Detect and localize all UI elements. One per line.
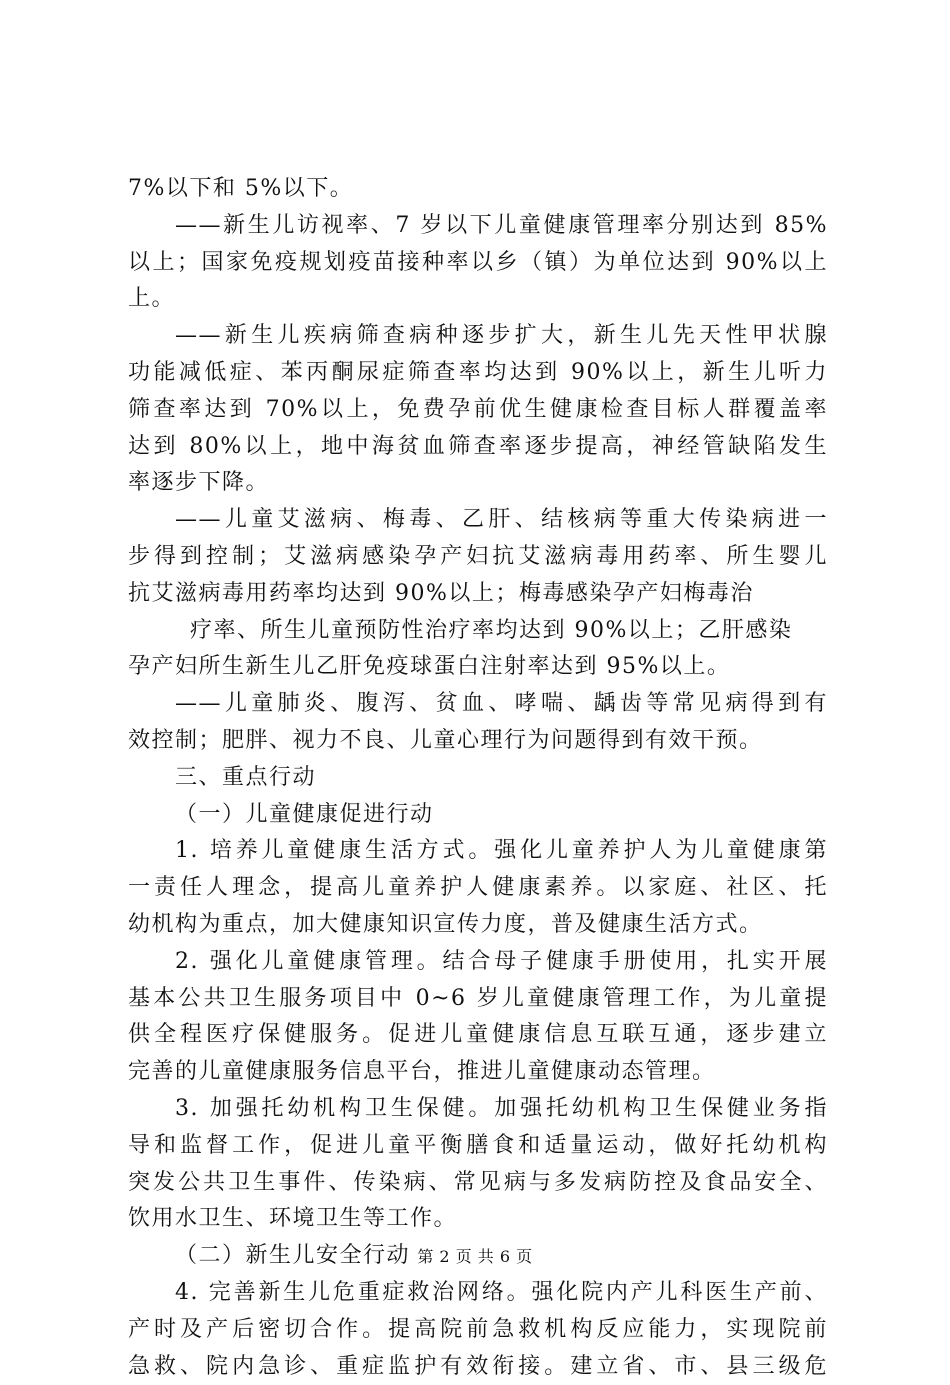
text-line: 率逐步下降。 bbox=[128, 465, 828, 502]
text-line: 饮用水卫生、环境卫生等工作。 bbox=[128, 1201, 828, 1238]
text-line: ——儿童艾滋病、梅毒、乙肝、结核病等重大传染病进一 bbox=[128, 502, 828, 539]
subsection-heading: （二）新生儿安全行动 bbox=[128, 1238, 828, 1275]
text-line: 1. 培养儿童健康生活方式。强化儿童养护人为儿童健康第 bbox=[128, 833, 828, 870]
text-line: 2. 强化儿童健康管理。结合母子健康手册使用，扎实开展 bbox=[128, 944, 828, 981]
section-heading: 三、重点行动 bbox=[128, 760, 828, 797]
page-number: 第 2 页 共 6 页 bbox=[0, 1244, 950, 1267]
text-line: 上。 bbox=[128, 281, 828, 318]
text-line: 疗率、所生儿童预防性治疗率均达到 90%以上；乙肝感染 bbox=[128, 613, 828, 650]
text-line: 导和监督工作，促进儿童平衡膳食和适量运动，做好托幼机构 bbox=[128, 1128, 828, 1165]
text-line: 功能减低症、苯丙酮尿症筛查率均达到 90%以上，新生儿听力 bbox=[128, 355, 828, 392]
text-line: 急救、院内急诊、重症监护有效衔接。建立省、市、县三级危 bbox=[128, 1349, 828, 1385]
text-line: ——新生儿疾病筛查病种逐步扩大，新生儿先天性甲状腺 bbox=[128, 318, 828, 355]
text-line: 一责任人理念，提高儿童养护人健康素养。以家庭、社区、托 bbox=[128, 870, 828, 907]
subsection-heading: （一）儿童健康促进行动 bbox=[128, 797, 828, 834]
text-line: 4. 完善新生儿危重症救治网络。强化院内产儿科医生产前、 bbox=[128, 1275, 828, 1312]
document-body bbox=[128, 171, 828, 1385]
text-line: 7%以下和 5%以下。 bbox=[128, 171, 828, 208]
text-line: 基本公共卫生服务项目中 0~6 岁儿童健康管理工作，为儿童提 bbox=[128, 981, 828, 1018]
text-line: ——新生儿访视率、7 岁以下儿童健康管理率分别达到 85% bbox=[128, 208, 828, 245]
text-line: 突发公共卫生事件、传染病、常见病与多发病防控及食品安全、 bbox=[128, 1165, 828, 1202]
text-line: 抗艾滋病毒用药率均达到 90%以上；梅毒感染孕产妇梅毒治 bbox=[128, 576, 828, 613]
text-line: 孕产妇所生新生儿乙肝免疫球蛋白注射率达到 95%以上。 bbox=[128, 649, 828, 686]
text-line: ——儿童肺炎、腹泻、贫血、哮喘、龋齿等常见病得到有 bbox=[128, 686, 828, 723]
text-line: 以上；国家免疫规划疫苗接种率以乡（镇）为单位达到 90%以上 bbox=[128, 245, 828, 282]
text-line: 达到 80%以上，地中海贫血筛查率逐步提高，神经管缺陷发生 bbox=[128, 429, 828, 466]
text-line: 筛查率达到 70%以上，免费孕前优生健康检查目标人群覆盖率 bbox=[128, 392, 828, 429]
text-line: 效控制；肥胖、视力不良、儿童心理行为问题得到有效干预。 bbox=[128, 723, 828, 760]
text-line: 供全程医疗保健服务。促进儿童健康信息互联互通，逐步建立 bbox=[128, 1017, 828, 1054]
text-line: 步得到控制；艾滋病感染孕产妇抗艾滋病毒用药率、所生婴儿 bbox=[128, 539, 828, 576]
text-line: 完善的儿童健康服务信息平台，推进儿童健康动态管理。 bbox=[128, 1054, 828, 1091]
text-line: 幼机构为重点，加大健康知识宣传力度，普及健康生活方式。 bbox=[128, 907, 828, 944]
text-line: 3. 加强托幼机构卫生保健。加强托幼机构卫生保健业务指 bbox=[128, 1091, 828, 1128]
text-line: 产时及产后密切合作。提高院前急救机构反应能力，实现院前 bbox=[128, 1312, 828, 1349]
